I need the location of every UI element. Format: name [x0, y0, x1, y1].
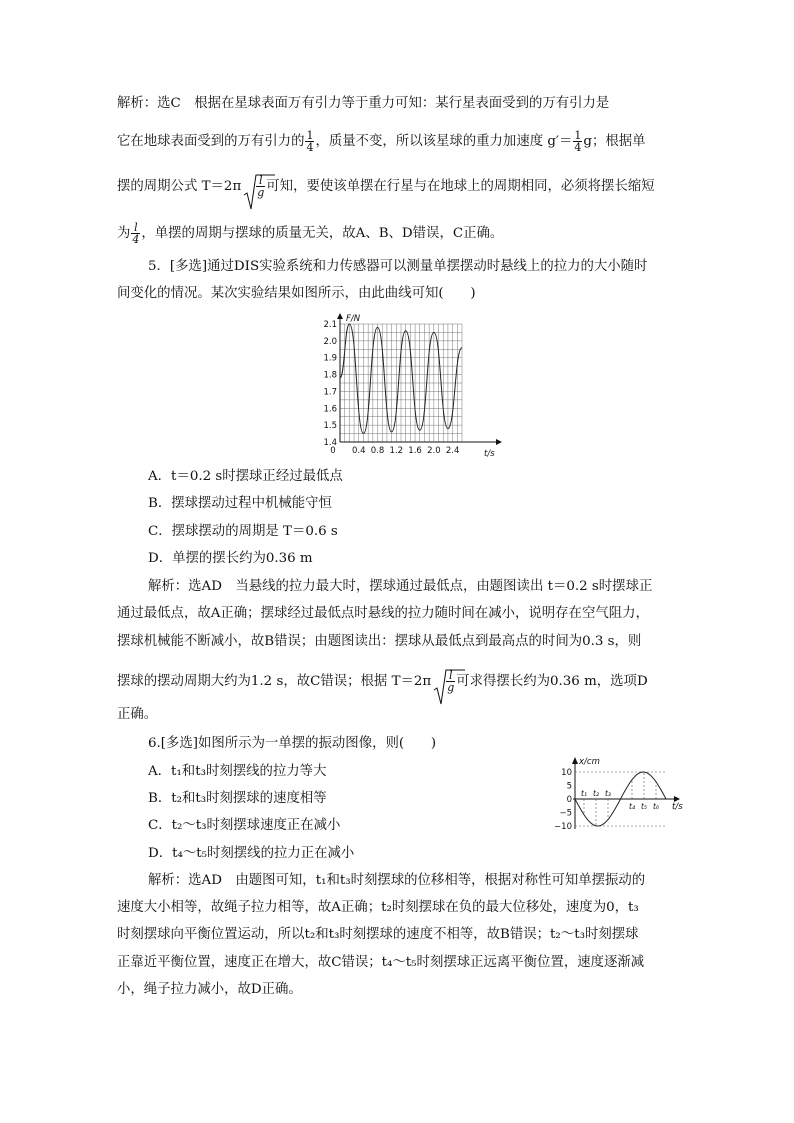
y-axis-label: x/cm [579, 757, 600, 767]
y-tick-label: 5 [566, 781, 572, 792]
y-axis-label: F/N [346, 314, 361, 324]
y-tick-label: 2.1 [323, 320, 337, 330]
q5-option-a: A．t＝0.2 s时摆球正经过最低点 [148, 469, 343, 484]
q5-stem-line1: 5．[多选]通过DIS实验系统和力传感器可以测量单摆摆动时悬线上的拉力的大小随时 [148, 259, 648, 274]
q4-text: ，单摆的周期与摆球的质量无关，故A、B、D错误，C正确。 [141, 226, 504, 241]
q6-option-a: A．t₁和t₃时刻摆线的拉力等大 [148, 764, 327, 779]
fraction-num: l [131, 222, 140, 234]
q6-answer-line1: 解析：选AD 由题图可知，t₁和t₃时刻摆球的位移相等，根据对称性可知单摆振动的 [148, 873, 646, 888]
chart-axes [572, 757, 680, 829]
fraction-num: 1 [574, 129, 582, 142]
y-tick-label: 0 [566, 795, 572, 805]
q6-stem: 6.[多选]如图所示为一单摆的振动图像，则( ) [148, 736, 437, 751]
time-marker-label: t₂ [593, 789, 599, 798]
q5-answer-line5: 正确。 [117, 707, 158, 722]
x-axis-arrow [496, 439, 502, 445]
q4-text: 为 [117, 226, 131, 241]
q4-text: 它在地球表面受到的万有引力的 [117, 134, 305, 149]
q5-option-c: C．摆球摆动的周期是 T＝0.6 s [148, 524, 338, 539]
time-marker-label: t₆ [653, 802, 659, 811]
q5-stem-line2: 间变化的情况。某次实验结果如图所示，由此曲线可知( ) [117, 286, 476, 301]
q6-answer-line5: 小，绳子拉力减小，故D正确。 [117, 982, 302, 997]
q4-explanation-line1: 解析：选C 根据在星球表面万有引力等于重力可知：某行星表面受到的万有引力是 [117, 96, 610, 111]
y-tick-label: 1.6 [323, 404, 337, 415]
q6-answer-line2: 速度大小相等，故绳子拉力相等，故A正确；t₂时刻摆球在负的最大位移处，速度为0，t₃ [117, 900, 639, 915]
displacement-time-chart [548, 755, 688, 835]
fraction-quarter [305, 130, 314, 153]
fraction-den: 4 [574, 141, 582, 154]
q4-text: ，质量不变，所以该星球的重力加速度 g′＝ [315, 134, 573, 149]
q4-explanation-line3 [117, 175, 655, 198]
q4-text: g；根据单 [583, 134, 646, 149]
q5-text: 可求得摆长约为0.36 m，选项D [456, 674, 648, 689]
x-tick-label: 2.4 [445, 446, 460, 456]
q6-answer-line3: 时刻摆球向平衡位置运动，所以t₂和t₃时刻摆球的速度不相等，故B错误；t₂～t₃时刻摆球 [117, 927, 639, 942]
y-tick-label: 1.9 [323, 353, 337, 364]
x-tick-label: 0 [330, 446, 336, 456]
sqrt-formula [243, 175, 266, 198]
q4-explanation-line2 [117, 130, 646, 153]
fraction-l-over-4 [131, 222, 140, 245]
q4-text: 可知，要使该单摆在行星与在地球上的周期相同，必须将摆长缩短 [266, 179, 655, 194]
x-tick-label: 1.6 [408, 446, 422, 456]
fraction-den: 4 [306, 141, 314, 154]
time-marker-label: t₃ [605, 789, 611, 798]
x-axis-label: t/s [672, 802, 683, 812]
q5-answer-line3: 摆球机械能不断减小，故B错误；由题图读出：摆球从最低点到最高点的时间为0.3 s，则 [117, 634, 642, 649]
q5-answer-line2: 通过最低点，故A正确；摆球经过最低点时悬线的拉力随时间在减小，说明存在空气阻力， [117, 606, 649, 621]
q6-option-b: B．t₂和t₃时刻摆球的速度相等 [148, 791, 327, 806]
fraction-quarter [573, 130, 582, 153]
sqrt-formula [433, 670, 456, 693]
x-tick-label: 0.8 [370, 446, 385, 456]
x-tick-label: 1.2 [389, 446, 404, 456]
q4-explanation-line4 [117, 222, 503, 245]
q5-answer-line1: 解析：选AD 当悬线的拉力最大时，摆球通过最低点，由题图读出 t＝0.2 s时摆球正 [148, 579, 653, 594]
q6-option-d: D．t₄～t₅时刻摆线的拉力正在减小 [148, 846, 355, 861]
y-axis-arrow [572, 757, 578, 764]
x-tick-label: 2.0 [427, 446, 441, 456]
time-marker-label: t₁ [581, 789, 587, 798]
force-time-chart [318, 312, 518, 460]
y-tick-label: 1.5 [323, 421, 337, 432]
y-tick-label: −10 [554, 822, 572, 832]
q5-text: 摆球的摆动周期大约为1.2 s，故C错误；根据 T＝2π [117, 674, 432, 689]
y-tick-label: 1.8 [323, 370, 337, 381]
fraction-num: l [446, 670, 455, 682]
y-axis-arrow [337, 313, 343, 319]
chart-grid [340, 324, 462, 442]
q5-option-d: D．单摆的摆长约为0.36 m [148, 551, 313, 566]
fraction-den: 4 [132, 233, 140, 246]
y-tick-label: 2.0 [323, 336, 337, 347]
x-axis-label: t/s [484, 449, 495, 459]
fraction-den: g [257, 186, 265, 199]
y-tick-label: 1.7 [323, 387, 337, 398]
x-tick-label: 0.4 [352, 446, 366, 456]
q4-text: 摆的周期公式 T＝2π [117, 179, 242, 194]
y-tick-label: −5 [559, 808, 572, 819]
q5-answer-line4 [117, 670, 648, 693]
fraction-den: g [447, 681, 455, 694]
fraction-num: 1 [306, 129, 314, 142]
q5-option-b: B．摆球摆动过程中机械能守恒 [148, 496, 332, 511]
y-tick-label: 1.4 [323, 438, 337, 448]
q6-answer-line4: 正靠近平衡位置，速度正在增大，故C错误；t₄～t₅时刻摆球正远离平衡位置，速度逐渐减 [117, 955, 645, 970]
time-marker-label: t₄ [629, 802, 635, 811]
fraction-num: l [256, 175, 265, 187]
time-marker-label: t₅ [641, 802, 647, 811]
q6-option-c: C．t₂～t₃时刻摆球速度正在减小 [148, 818, 341, 833]
y-tick-label: 10 [561, 768, 572, 778]
